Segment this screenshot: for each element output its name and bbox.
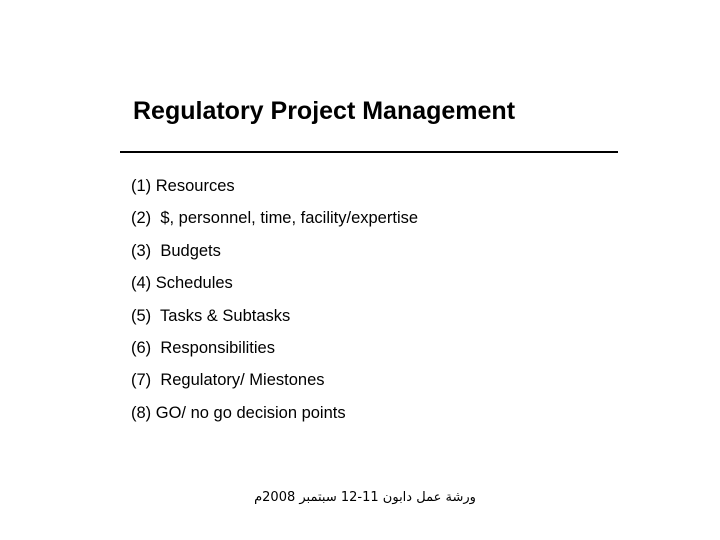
list-item: (1) Resources [131,177,235,195]
slide-footer: ورشة عمل دابون 11-12 سبتمبر 2008م [254,490,476,505]
list-item: (5) Tasks & Subtasks [131,306,291,325]
list-item: (3) Budgets [131,241,221,260]
list-item: (4) Schedules [131,274,233,293]
list-item: (7) Regulatory/ Miestones [131,371,325,390]
list-item: (2) $, personnel, time, facility/expertise [131,209,419,228]
item-list [131,175,418,434]
list-item: (8) GO/ no go decision points [131,403,346,422]
list-item: (6) Responsibilities [131,338,275,357]
title-divider [120,151,618,153]
slide-title: Regulatory Project Management [133,97,516,125]
